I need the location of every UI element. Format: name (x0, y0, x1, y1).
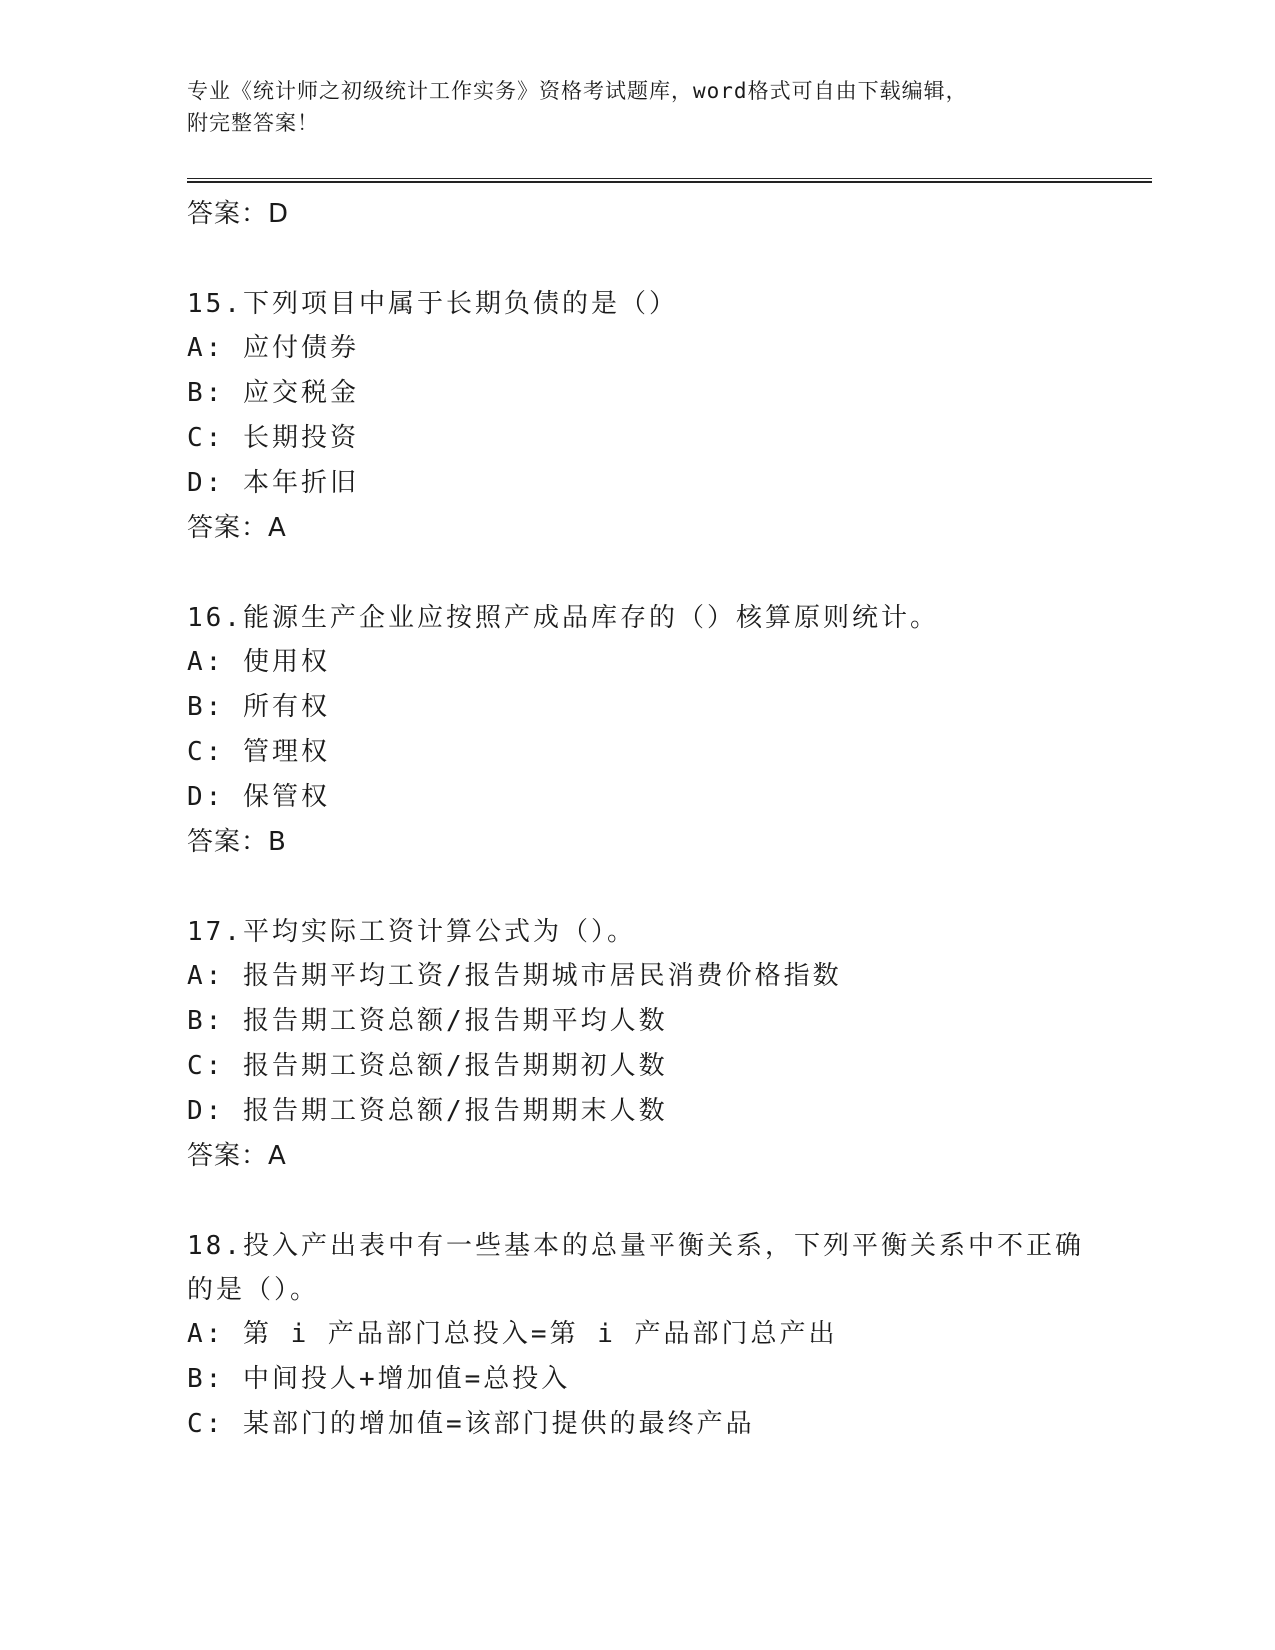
question-stem (187, 1224, 1087, 1312)
option-d: D: 本年折旧 (187, 468, 359, 498)
header-divider (187, 178, 1152, 183)
option-d: D: 报告期工资总额/报告期期末人数 (187, 1096, 668, 1126)
answer-line: 答案：A (187, 1141, 287, 1171)
option-a: A: 使用权 (187, 647, 330, 677)
option-a: A: 报告期平均工资/报告期城市居民消费价格指数 (187, 961, 842, 991)
option-b: B: 所有权 (187, 692, 330, 722)
option-b: B: 报告期工资总额/报告期平均人数 (187, 1006, 668, 1036)
question-stem: 16.能源生产企业应按照产成品库存的（）核算原则统计。 (187, 603, 939, 633)
option-c: C: 报告期工资总额/报告期期初人数 (187, 1051, 668, 1081)
question-stem: 15.下列项目中属于长期负债的是（） (187, 289, 678, 319)
page-header (187, 75, 1067, 139)
option-c: C: 长期投资 (187, 423, 359, 453)
header-line-2: 附完整答案！ (187, 111, 319, 135)
question-block-18 (187, 1224, 1087, 1447)
option-d: D: 保管权 (187, 782, 330, 812)
question-stem-line-1: 18.投入产出表中有一些基本的总量平衡关系，下列平衡关系中不正确 (187, 1231, 1084, 1261)
question-stem-line-2: 的是（）。 (187, 1275, 320, 1305)
option-c: C: 管理权 (187, 737, 330, 767)
option-a: A: 第 i 产品部门总投入=第 i 产品部门总产出 (187, 1319, 838, 1349)
question-list (187, 192, 1087, 1447)
answer-line: 答案：D (187, 199, 290, 229)
question-block-15 (187, 282, 1087, 550)
question-block-16 (187, 596, 1087, 864)
answer-line: 答案：A (187, 513, 287, 543)
option-b: B: 应交税金 (187, 378, 359, 408)
question-block-17 (187, 910, 1087, 1178)
option-b: B: 中间投人+增加值=总投入 (187, 1364, 571, 1394)
answer-line: 答案：B (187, 827, 287, 857)
header-line-1: 专业《统计师之初级统计工作实务》资格考试题库，word格式可自由下载编辑， (187, 79, 968, 103)
option-a: A: 应付债券 (187, 333, 359, 363)
question-stem: 17.平均实际工资计算公式为（）。 (187, 917, 636, 947)
option-c: C: 某部门的增加值=该部门提供的最终产品 (187, 1409, 755, 1439)
